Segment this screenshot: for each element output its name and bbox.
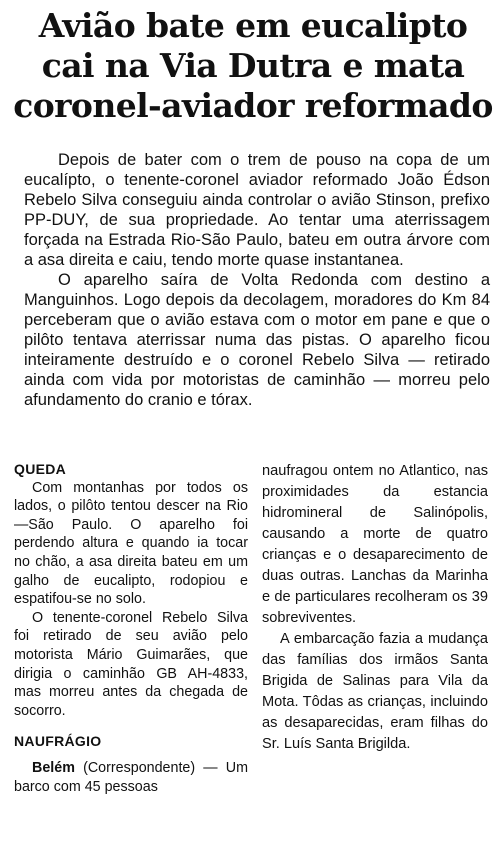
dateline-city: Belém [32,759,75,776]
headline-line-1: Avião bate em eucalipto [38,6,468,45]
lead-paragraph-2: O aparelho saíra de Volta Redonda com destino a Manguinhos. Logo depois da decolagem, moradores do Km 84 perceberam que o avião estava com o motor em pane e que o pilôto tentava aterrissar numa das pistas. O aparelho ficou inteiramente destruído e o coronel Rebelo Silva — retirado ainda com vida por motoristas de caminhão — morreu pelo afundamento do cranio e tórax. [24,271,490,409]
headline [8,6,498,126]
lead-section [24,150,490,410]
queda-paragraph-1: Com montanhas por todos os lados, o pilôto tentou descer na Rio—São Paulo. O aparelho foi perdendo altura e quando ia tocar no chão, a asa direita bateu em um galho de eucalipto, rodopiou e espatifou-se no solo. [14,479,248,608]
subhead-queda: QUEDA [14,461,67,477]
headline-line-2: cai na Via Dutra e mata [41,46,465,85]
naufragio-paragraph-2: A embarcação fazia a mudança das famílias dos irmãos Santa Brigida de Salinas para Vila da Mota. Tôdas as crianças, incluindo as desaparecidas, eram filhas do Sr. Luís Santa Brigilda. [262,631,488,752]
dateline-text: (Correspondente) — Um barco com 45 pessoas [14,759,248,795]
naufragio-paragraph-1: naufragou ontem no Atlantico, nas proximidades da estancia hidromineral de Salinópolis, causando a morte de quatro crianças e o desaparecimento de duas outras. Lanchas da Marinha e de particulares recolheram os 39 sobreviventes. [262,463,488,626]
left-column [14,460,248,796]
lead-paragraph-1: Depois de bater com o trem de pouso na copa de um eucalípto, o tenente-coronel aviador reformado João Édson Rebelo Silva conseguiu ainda controlar o avião Stinson, prefixo PP-DUY, de sua propriedade. Ao tentar uma aterrissagem forçada na Estrada Rio-São Paulo, bateu em outra árvore com a asa direita e caiu, tendo morte quase instantanea. [24,151,490,269]
right-column [262,461,488,755]
naufragio-dateline-paragraph [14,759,248,796]
headline-line-3: coronel-aviador reformado [13,86,493,125]
queda-paragraph-2: O tenente-coronel Rebelo Silva foi retirado de seu avião pelo motorista Mário Guimarães, que dirigia o caminhão GB AH-4833, mas morreu antes da chegada de socorro. [14,609,248,719]
subhead-naufragio: NAUFRÁGIO [14,733,102,750]
